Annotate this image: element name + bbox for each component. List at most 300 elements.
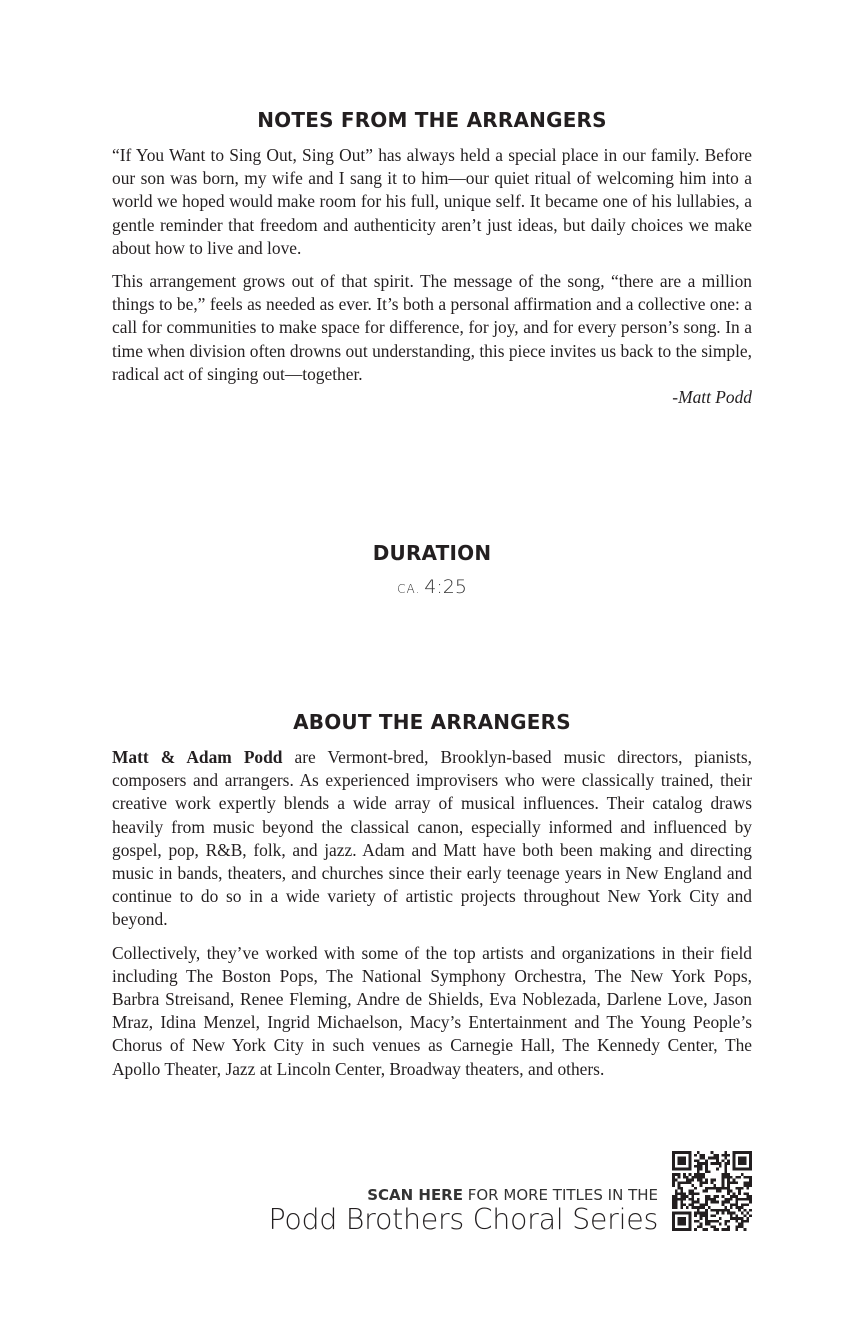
- qr-module: [702, 1157, 705, 1160]
- qr-module: [735, 1206, 738, 1209]
- qr-module: [680, 1198, 683, 1201]
- qr-module: [716, 1195, 719, 1198]
- qr-module: [713, 1201, 716, 1204]
- qr-module: [700, 1203, 703, 1206]
- qr-module: [711, 1187, 714, 1190]
- qr-module: [735, 1228, 738, 1231]
- qr-module: [700, 1225, 703, 1228]
- qr-module: [675, 1198, 678, 1201]
- qr-module: [672, 1184, 675, 1187]
- qr-module: [738, 1217, 741, 1220]
- qr-module: [727, 1212, 730, 1215]
- qr-module: [697, 1198, 700, 1201]
- qr-module: [741, 1173, 744, 1176]
- qr-module: [672, 1173, 675, 1176]
- qr-module: [691, 1192, 694, 1195]
- qr-module: [733, 1203, 736, 1206]
- duration-value: [0, 576, 864, 598]
- qr-module: [705, 1201, 708, 1204]
- qr-module: [733, 1192, 736, 1195]
- qr-module: [713, 1179, 716, 1182]
- qr-module: [697, 1176, 700, 1179]
- qr-module: [741, 1212, 744, 1215]
- qr-module: [705, 1223, 708, 1226]
- qr-module: [713, 1198, 716, 1201]
- qr-module: [675, 1203, 678, 1206]
- qr-module: [680, 1203, 683, 1206]
- qr-module: [711, 1225, 714, 1228]
- qr-module: [678, 1184, 681, 1187]
- qr-module: [694, 1201, 697, 1204]
- qr-module: [744, 1209, 747, 1212]
- qr-module: [722, 1159, 725, 1162]
- qr-module: [749, 1176, 752, 1179]
- qr-module: [686, 1206, 689, 1209]
- about-paragraph: [112, 746, 752, 932]
- qr-module: [738, 1206, 741, 1209]
- qr-module: [744, 1214, 747, 1217]
- qr-module: [689, 1173, 692, 1176]
- qr-module: [705, 1212, 708, 1215]
- qr-module: [713, 1209, 716, 1212]
- qr-module: [702, 1228, 705, 1231]
- qr-module: [689, 1192, 692, 1195]
- qr-module: [678, 1192, 681, 1195]
- qr-module: [691, 1176, 694, 1179]
- qr-module: [694, 1159, 697, 1162]
- qr-module: [746, 1198, 749, 1201]
- qr-module: [697, 1209, 700, 1212]
- qr-module: [711, 1214, 714, 1217]
- qr-module: [691, 1203, 694, 1206]
- qr-module: [680, 1190, 683, 1193]
- qr-module: [716, 1168, 719, 1171]
- qr-module: [700, 1165, 703, 1168]
- qr-module: [735, 1198, 738, 1201]
- qr-module: [680, 1181, 683, 1184]
- qr-module: [672, 1198, 675, 1201]
- qr-module: [700, 1217, 703, 1220]
- qr-module: [727, 1209, 730, 1212]
- qr-module: [733, 1217, 736, 1220]
- qr-module: [700, 1176, 703, 1179]
- qr-module: [749, 1181, 752, 1184]
- qr-module: [724, 1162, 727, 1165]
- signature: -Matt Podd: [672, 387, 752, 408]
- qr-module: [716, 1154, 719, 1157]
- qr-module: [727, 1201, 730, 1204]
- qr-module: [727, 1154, 730, 1157]
- qr-module: [735, 1214, 738, 1217]
- qr-module: [722, 1176, 725, 1179]
- qr-module: [694, 1173, 697, 1176]
- qr-module: [724, 1223, 727, 1226]
- qr-module: [730, 1181, 733, 1184]
- qr-module: [694, 1192, 697, 1195]
- qr-module: [672, 1181, 675, 1184]
- qr-module: [746, 1212, 749, 1215]
- duration-time: 4:25: [424, 576, 467, 598]
- qr-module: [694, 1154, 697, 1157]
- qr-module: [705, 1170, 708, 1173]
- qr-module: [700, 1154, 703, 1157]
- qr-module: [705, 1165, 708, 1168]
- duration-prefix: CA.: [397, 582, 421, 596]
- qr-module: [727, 1162, 730, 1165]
- qr-module: [730, 1190, 733, 1193]
- qr-module: [683, 1203, 686, 1206]
- qr-module: [683, 1195, 686, 1198]
- qr-module: [680, 1201, 683, 1204]
- qr-module: [702, 1162, 705, 1165]
- qr-module: [691, 1179, 694, 1182]
- qr-module: [689, 1198, 692, 1201]
- qr-module: [689, 1179, 692, 1182]
- qr-module: [738, 1192, 741, 1195]
- qr-module: [727, 1228, 730, 1231]
- qr-module: [744, 1203, 747, 1206]
- qr-module: [746, 1195, 749, 1198]
- qr-module: [744, 1220, 747, 1223]
- qr-module: [697, 1212, 700, 1215]
- qr-module: [749, 1209, 752, 1212]
- qr-module: [722, 1195, 725, 1198]
- qr-module: [694, 1206, 697, 1209]
- qr-module: [733, 1212, 736, 1215]
- qr-module: [675, 1173, 678, 1176]
- qr-module: [689, 1181, 692, 1184]
- qr-module: [716, 1220, 719, 1223]
- qr-module: [746, 1184, 749, 1187]
- qr-module: [700, 1214, 703, 1217]
- qr-module: [733, 1195, 736, 1198]
- qr-module: [749, 1179, 752, 1182]
- qr-module: [727, 1184, 730, 1187]
- qr-module: [683, 1198, 686, 1201]
- qr-module: [700, 1168, 703, 1171]
- qr-module: [691, 1198, 694, 1201]
- qr-module: [713, 1220, 716, 1223]
- qr-module: [746, 1220, 749, 1223]
- qr-module: [749, 1198, 752, 1201]
- qr-module: [708, 1220, 711, 1223]
- qr-module: [741, 1206, 744, 1209]
- qr-module: [702, 1176, 705, 1179]
- qr-module: [735, 1220, 738, 1223]
- qr-module: [711, 1198, 714, 1201]
- qr-module: [675, 1206, 678, 1209]
- qr-module: [705, 1168, 708, 1171]
- qr-module: [672, 1201, 675, 1204]
- qr-module: [697, 1225, 700, 1228]
- qr-module: [730, 1195, 733, 1198]
- scan-here: SCAN HERE: [367, 1186, 463, 1204]
- qr-module: [724, 1151, 727, 1154]
- about-paragraph-text: are Vermont-bred, Brooklyn-based music directors, pianists, composers and arrangers. As experienced improvisers who were classically trained, their creative work expertly blends a wide array of musical influences. Their catalog draws heavily from music beyond the classical canon, especially informed and influenced by gospel, pop, R&B, folk, and jazz. Adam and Matt have both been making and directing music in bands, theaters, and churches since their early teenage years in New England and continue to do so in a wide variety of artistic projects throughout New York City and beyond.: [112, 747, 752, 930]
- qr-module: [724, 1228, 727, 1231]
- qr-module: [675, 1201, 678, 1204]
- qr-module: [724, 1206, 727, 1209]
- qr-module: [697, 1165, 700, 1168]
- qr-module: [730, 1206, 733, 1209]
- qr-module: [713, 1184, 716, 1187]
- qr-module: [741, 1187, 744, 1190]
- qr-module: [705, 1159, 708, 1162]
- qr-module: [722, 1209, 725, 1212]
- qr-module: [727, 1187, 730, 1190]
- qr-module: [716, 1212, 719, 1215]
- qr-module: [694, 1212, 697, 1215]
- qr-module: [744, 1184, 747, 1187]
- qr-module: [705, 1220, 708, 1223]
- qr-module: [694, 1214, 697, 1217]
- qr-module: [697, 1162, 700, 1165]
- qr-module: [724, 1198, 727, 1201]
- qr-module: [724, 1176, 727, 1179]
- qr-module: [746, 1217, 749, 1220]
- qr-module: [705, 1187, 708, 1190]
- qr-module: [686, 1195, 689, 1198]
- qr-module: [744, 1181, 747, 1184]
- series-title: Podd Brothers Choral Series: [268, 1203, 658, 1236]
- qr-module: [730, 1212, 733, 1215]
- qr-module: [702, 1173, 705, 1176]
- qr-module: [691, 1190, 694, 1193]
- qr-module: [694, 1165, 697, 1168]
- qr-module: [719, 1223, 722, 1226]
- qr-module: [741, 1225, 744, 1228]
- qr-module: [708, 1206, 711, 1209]
- about-body: [112, 746, 752, 1091]
- qr-module: [741, 1217, 744, 1220]
- qr-module: [738, 1209, 741, 1212]
- qr-module: [708, 1198, 711, 1201]
- qr-module: [697, 1179, 700, 1182]
- qr-module: [722, 1179, 725, 1182]
- qr-module: [730, 1214, 733, 1217]
- qr-module: [738, 1190, 741, 1193]
- qr-module: [708, 1195, 711, 1198]
- qr-module: [697, 1159, 700, 1162]
- qr-module: [738, 1225, 741, 1228]
- qr-module: [713, 1228, 716, 1231]
- qr-module: [711, 1162, 714, 1165]
- qr-module: [735, 1187, 738, 1190]
- qr-module: [678, 1181, 681, 1184]
- qr-module: [719, 1162, 722, 1165]
- qr-module: [683, 1173, 686, 1176]
- qr-module: [735, 1176, 738, 1179]
- qr-module: [716, 1162, 719, 1165]
- qr-module: [744, 1228, 747, 1231]
- qr-module: [724, 1154, 727, 1157]
- qr-module: [738, 1198, 741, 1201]
- qr-module: [724, 1220, 727, 1223]
- qr-module: [738, 1176, 741, 1179]
- qr-module: [694, 1228, 697, 1231]
- qr-module: [746, 1192, 749, 1195]
- qr-module: [716, 1201, 719, 1204]
- qr-module: [741, 1223, 744, 1226]
- qr-module: [672, 1176, 675, 1179]
- qr-module: [694, 1220, 697, 1223]
- qr-module: [697, 1201, 700, 1204]
- qr-module: [672, 1203, 675, 1206]
- qr-module: [741, 1203, 744, 1206]
- qr-module: [680, 1187, 683, 1190]
- qr-module: [713, 1157, 716, 1160]
- qr-module: [675, 1195, 678, 1198]
- qr-module: [722, 1181, 725, 1184]
- qr-module: [686, 1181, 689, 1184]
- qr-module: [713, 1187, 716, 1190]
- about-paragraph: Collectively, they’ve worked with some of the top artists and organizations in their field including The Boston Pops, The National Symphony Orchestra, The New York Pops, Barbra Streisand, Renee Fleming, Andre de Shields, Eva Noblezada, Darlene Love, Jason Mraz, Idina Menzel, Ingrid Michaelson, Macy’s Entertainment and The Young People’s Chorus of New York City in such venues as Carnegie Hall, The Kennedy Center, The Apollo Theater, Jazz at Lincoln Center, Broadway theaters, and others.: [112, 942, 752, 1079]
- qr-module: [724, 1187, 727, 1190]
- qr-module: [724, 1157, 727, 1160]
- qr-module: [702, 1154, 705, 1157]
- qr-module: [730, 1198, 733, 1201]
- qr-module: [700, 1162, 703, 1165]
- qr-module: [697, 1206, 700, 1209]
- qr-module: [705, 1162, 708, 1165]
- qr-module: [697, 1192, 700, 1195]
- qr-module: [716, 1157, 719, 1160]
- qr-module: [724, 1168, 727, 1171]
- qr-module: [744, 1192, 747, 1195]
- qr-module: [711, 1220, 714, 1223]
- qr-module: [741, 1220, 744, 1223]
- qr-module: [691, 1184, 694, 1187]
- qr-module: [735, 1217, 738, 1220]
- qr-module: [697, 1173, 700, 1176]
- qr-module: [713, 1154, 716, 1157]
- qr-module: [730, 1203, 733, 1206]
- qr-module: [700, 1179, 703, 1182]
- duration-heading: DURATION: [372, 541, 492, 565]
- notes-paragraph: This arrangement grows out of that spirit. The message of the song, “there are a million things to be,” feels as needed as ever. It’s both a personal affirmation and a collective one: a call for communities to make space for difference, for joy, and for every person’s song. In a time when division often drowns out understanding, this piece invites us back to the simple, radical act of singing out—together.: [112, 271, 752, 384]
- qr-module: [697, 1220, 700, 1223]
- qr-module: [749, 1201, 752, 1204]
- qr-module: [711, 1201, 714, 1204]
- qr-module: [749, 1214, 752, 1217]
- qr-module: [711, 1181, 714, 1184]
- qr-module: [735, 1181, 738, 1184]
- qr-module: [705, 1214, 708, 1217]
- qr-module: [683, 1192, 686, 1195]
- qr-module: [697, 1151, 700, 1154]
- qr-module: [702, 1181, 705, 1184]
- qr-module: [697, 1170, 700, 1173]
- qr-module: [724, 1170, 727, 1173]
- qr-module: [680, 1195, 683, 1198]
- qr-module: [741, 1198, 744, 1201]
- qr-module: [689, 1190, 692, 1193]
- qr-module: [713, 1214, 716, 1217]
- qr-module: [738, 1187, 741, 1190]
- qr-module: [716, 1209, 719, 1212]
- qr-module: [678, 1198, 681, 1201]
- qr-module: [700, 1157, 703, 1160]
- qr-module: [738, 1223, 741, 1226]
- qr-module: [705, 1181, 708, 1184]
- qr-module: [727, 1181, 730, 1184]
- qr-module: [680, 1192, 683, 1195]
- qr-module: [727, 1179, 730, 1182]
- qr-module: [719, 1217, 722, 1220]
- qr-module: [746, 1176, 749, 1179]
- qr-module: [746, 1187, 749, 1190]
- qr-module: [735, 1203, 738, 1206]
- qr-module: [727, 1176, 730, 1179]
- qr-module: [700, 1206, 703, 1209]
- qr-module: [686, 1179, 689, 1182]
- qr-module: [705, 1209, 708, 1212]
- qr-module: [711, 1209, 714, 1212]
- qr-module: [719, 1165, 722, 1168]
- qr-module: [724, 1209, 727, 1212]
- qr-module: [680, 1206, 683, 1209]
- qr-module: [705, 1179, 708, 1182]
- qr-module: [700, 1173, 703, 1176]
- qr-module: [705, 1195, 708, 1198]
- qr-module: [744, 1176, 747, 1179]
- qr-module: [702, 1212, 705, 1215]
- qr-module: [702, 1206, 705, 1209]
- qr-module: [678, 1176, 681, 1179]
- qr-module: [716, 1187, 719, 1190]
- qr-module: [727, 1159, 730, 1162]
- qr-module: [719, 1190, 722, 1193]
- qr-module: [727, 1190, 730, 1193]
- qr-module: [730, 1176, 733, 1179]
- qr-module: [702, 1190, 705, 1193]
- qr-module: [694, 1176, 697, 1179]
- qr-module: [735, 1225, 738, 1228]
- qr-module: [722, 1154, 725, 1157]
- qr-module: [697, 1168, 700, 1171]
- qr-module: [700, 1181, 703, 1184]
- qr-module: [691, 1195, 694, 1198]
- qr-module: [727, 1220, 730, 1223]
- qr-module: [722, 1203, 725, 1206]
- about-heading: ABOUT THE ARRANGERS: [293, 710, 571, 734]
- qr-module: [733, 1181, 736, 1184]
- qr-module: [722, 1184, 725, 1187]
- qr-module: [672, 1206, 675, 1209]
- qr-code-icon[interactable]: [672, 1151, 752, 1231]
- qr-module: [722, 1187, 725, 1190]
- qr-module: [713, 1225, 716, 1228]
- qr-module: [727, 1173, 730, 1176]
- qr-module: [705, 1198, 708, 1201]
- qr-module: [716, 1190, 719, 1193]
- qr-module: [746, 1203, 749, 1206]
- qr-module: [735, 1195, 738, 1198]
- qr-module: [678, 1187, 681, 1190]
- qr-module: [672, 1179, 675, 1182]
- qr-module: [749, 1195, 752, 1198]
- qr-module: [700, 1184, 703, 1187]
- qr-module: [675, 1192, 678, 1195]
- qr-module: [691, 1206, 694, 1209]
- notes-body: [112, 144, 752, 409]
- qr-module: [727, 1198, 730, 1201]
- qr-module: [705, 1228, 708, 1231]
- qr-module: [678, 1173, 681, 1176]
- qr-module: [705, 1190, 708, 1193]
- qr-module: [744, 1198, 747, 1201]
- qr-module: [719, 1187, 722, 1190]
